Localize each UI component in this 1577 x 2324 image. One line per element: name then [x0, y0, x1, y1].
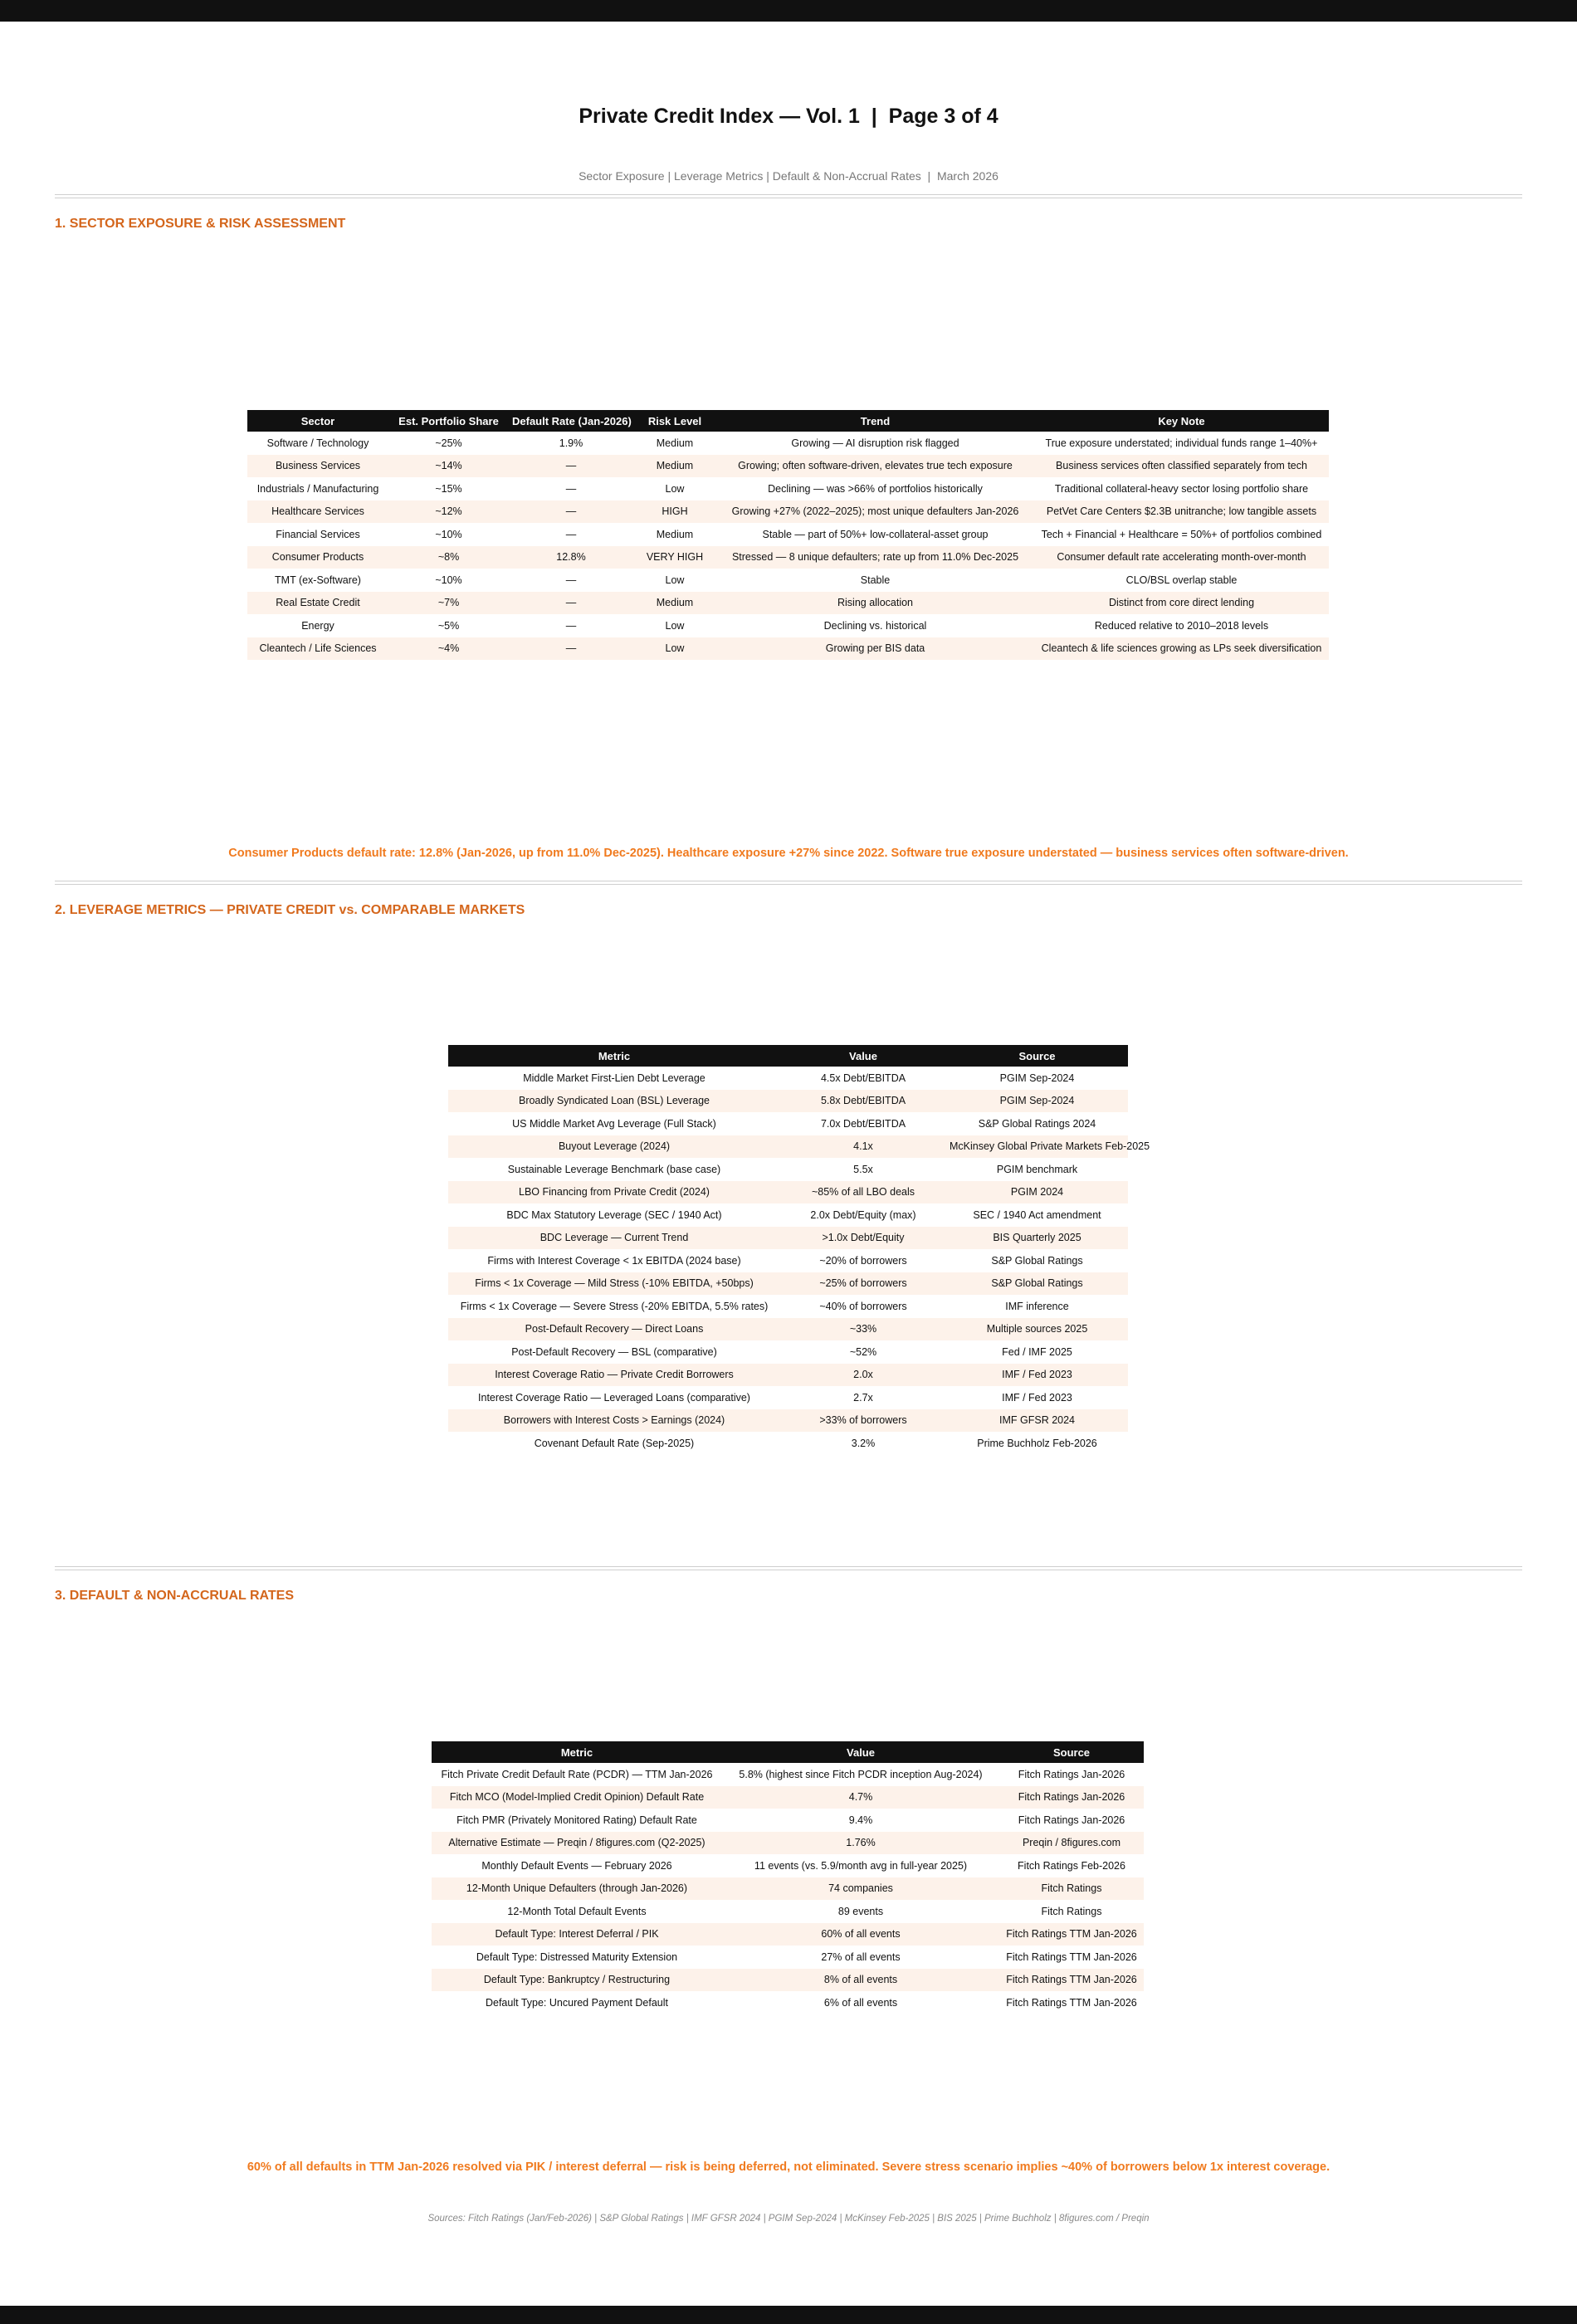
table-cell: Growing per BIS data: [716, 637, 1034, 661]
table-row: [448, 1204, 1128, 1227]
table-row: [448, 1135, 1128, 1159]
page-subtitle: Sector Exposure | Leverage Metrics | Default & Non-Accrual Rates | March 2026: [579, 169, 998, 183]
table-cell: Stable — part of 50%+ low-collateral-asset group: [762, 528, 989, 540]
table-cell: Interest Coverage Ratio — Leveraged Loans (comparative): [478, 1391, 750, 1404]
table-cell: BIS Quarterly 2025: [946, 1227, 1128, 1250]
table-cell: ~5%: [437, 619, 460, 632]
table-cell: ~40% of borrowers: [819, 1300, 907, 1312]
table-cell: Fitch Ratings TTM Jan-2026: [1006, 1950, 1137, 1963]
table-cell: SEC / 1940 Act amendment: [973, 1208, 1101, 1221]
sector-exposure-table: [247, 410, 1329, 660]
table-cell: PGIM 2024: [946, 1181, 1128, 1204]
default-rates-table: [432, 1741, 1144, 2014]
table-cell: Business services often classified separately from tech: [1034, 455, 1329, 478]
column-header: Value: [780, 1045, 946, 1067]
table-cell: 60% of all events: [722, 1923, 999, 1946]
table-cell: ~10%: [435, 574, 462, 586]
table-cell: Fitch Private Credit Default Rate (PCDR) — TTM Jan-2026: [441, 1768, 713, 1780]
table-cell: 5.8x Debt/EBITDA: [780, 1090, 946, 1113]
table-cell: Default Type: Uncured Payment Default: [485, 1996, 669, 2009]
table-cell: VERY HIGH: [633, 546, 716, 569]
table-row: [247, 432, 1329, 455]
table-cell: Firms < 1x Coverage — Severe Stress (-20% EBITDA, 5.5% rates): [460, 1300, 769, 1312]
column-header: Value: [722, 1741, 999, 1763]
table-row: [448, 1090, 1128, 1113]
table-row: [448, 1227, 1128, 1250]
table-cell: Low: [633, 637, 716, 661]
table-cell: LBO Financing from Private Credit (2024): [448, 1181, 780, 1204]
table-cell: Medium: [656, 528, 694, 540]
column-header: Source: [999, 1741, 1144, 1763]
table-cell: McKinsey Global Private Markets Feb-2025: [946, 1135, 1128, 1159]
table-cell: BDC Leverage — Current Trend: [448, 1227, 780, 1250]
table-cell: 6% of all events: [823, 1996, 898, 2009]
table-cell: 11 events (vs. 5.9/month avg in full-year 2025): [754, 1859, 968, 1872]
column-header: Source: [946, 1045, 1128, 1067]
table-cell: —: [509, 592, 633, 615]
table-cell: PGIM benchmark: [996, 1163, 1078, 1175]
table-cell: Fed / IMF 2025: [1002, 1345, 1072, 1358]
table-row: [432, 1923, 1144, 1946]
table-cell: Growing +27% (2022–2025); most unique defaulters Jan-2026: [716, 500, 1034, 524]
table-cell: —: [509, 637, 633, 661]
table-cell: ~33%: [780, 1318, 946, 1341]
table-cell: Fitch Ratings Jan-2026: [1018, 1814, 1125, 1826]
table-cell: Preqin / 8figures.com: [999, 1832, 1144, 1855]
column-header: Risk Level: [633, 410, 716, 432]
table-cell: Traditional collateral-heavy sector losing portfolio share: [1054, 482, 1309, 495]
table-cell: 4.7%: [722, 1786, 999, 1809]
table-cell: Post-Default Recovery — Direct Loans: [448, 1318, 780, 1341]
table-cell: Medium: [633, 592, 716, 615]
table-row: [448, 1067, 1128, 1090]
table-cell: Tech + Financial + Healthcare = 50%+ of portfolios combined: [1041, 528, 1322, 540]
table-cell: ~52%: [849, 1345, 877, 1358]
table-cell: —: [509, 455, 633, 478]
table-cell: Business Services: [247, 455, 388, 478]
table-cell: Declining vs. historical: [823, 619, 927, 632]
table-row: [448, 1158, 1128, 1181]
table-cell: Fitch Ratings: [999, 1877, 1144, 1901]
divider: [55, 194, 1522, 198]
table-cell: Medium: [656, 437, 694, 449]
table-cell: ~85% of all LBO deals: [780, 1181, 946, 1204]
table-header-row: [247, 410, 1329, 432]
table-row: [432, 1854, 1144, 1877]
table-cell: Multiple sources 2025: [946, 1318, 1128, 1341]
table-cell: 7.0x Debt/EBITDA: [820, 1117, 906, 1130]
table-cell: BDC Max Statutory Leverage (SEC / 1940 Act): [506, 1208, 722, 1221]
table-row: [432, 1969, 1144, 1992]
table-row: [448, 1272, 1128, 1296]
column-header: Default Rate (Jan-2026): [509, 410, 633, 432]
table-cell: ~20% of borrowers: [819, 1254, 907, 1267]
table-cell: Consumer default rate accelerating month-over-month: [1034, 546, 1329, 569]
table-cell: ~4%: [388, 637, 509, 661]
table-cell: 2.0x: [780, 1364, 946, 1387]
table-cell: Rising allocation: [716, 592, 1034, 615]
table-cell: Software / Technology: [266, 437, 369, 449]
table-cell: Default Type: Interest Deferral / PIK: [432, 1923, 722, 1946]
table-row: [448, 1386, 1128, 1409]
table-cell: Middle Market First-Lien Debt Leverage: [523, 1072, 706, 1084]
table-cell: Growing — AI disruption risk flagged: [791, 437, 959, 449]
page-title: Private Credit Index — Vol. 1 | Page 3 of 4: [579, 105, 998, 128]
table-cell: True exposure understated; individual funds range 1–40%+: [1045, 437, 1318, 449]
table-cell: TMT (ex-Software): [275, 574, 361, 586]
table-row: [432, 1832, 1144, 1855]
table-row: [432, 1946, 1144, 1969]
table-row: [448, 1112, 1128, 1135]
table-cell: Declining — was >66% of portfolios historically: [768, 482, 983, 495]
table-cell: ~25%: [435, 437, 462, 449]
table-cell: Industrials / Manufacturing: [256, 482, 379, 495]
table-cell: Low: [665, 619, 685, 632]
table-cell: Healthcare Services: [247, 500, 388, 524]
table-cell: Medium: [633, 455, 716, 478]
table-cell: Fitch PMR (Privately Monitored Rating) Default Rate: [456, 1814, 697, 1826]
sources-footnote: Sources: Fitch Ratings (Jan/Feb-2026) | S&P Global Ratings | IMF GFSR 2024 | PGIM Sep-2024 | McKinsey Feb-2025 | BIS 2025 | Prime Buchholz | 8figures.com / Preqin: [427, 2214, 1150, 2224]
table-cell: —: [509, 500, 633, 524]
table-cell: Growing; often software-driven, elevates true tech exposure: [716, 455, 1034, 478]
table-cell: —: [565, 528, 577, 540]
table-row: [432, 1809, 1144, 1832]
table-cell: Fitch Ratings Jan-2026: [999, 1786, 1144, 1809]
table-cell: IMF inference: [1005, 1300, 1069, 1312]
table-cell: CLO/BSL overlap stable: [1125, 574, 1238, 586]
divider: [55, 881, 1522, 885]
table-cell: Low: [665, 482, 685, 495]
table-cell: —: [565, 482, 577, 495]
table-cell: 12-Month Total Default Events: [507, 1905, 647, 1917]
table-row: [247, 523, 1329, 546]
table-row: [432, 1991, 1144, 2014]
table-cell: 5.8% (highest since Fitch PCDR inception Aug-2024): [739, 1768, 983, 1780]
table-cell: 4.5x Debt/EBITDA: [820, 1072, 906, 1084]
table-cell: Real Estate Credit: [247, 592, 388, 615]
table-row: [247, 592, 1329, 615]
table-cell: 74 companies: [722, 1877, 999, 1901]
table-cell: ~25% of borrowers: [780, 1272, 946, 1296]
table-row: [432, 1877, 1144, 1901]
table-cell: Stable: [860, 574, 891, 586]
table-cell: US Middle Market Avg Leverage (Full Stack): [512, 1117, 716, 1130]
table-cell: 9.4%: [848, 1814, 873, 1826]
table-row: [448, 1318, 1128, 1341]
table-cell: >1.0x Debt/Equity: [780, 1227, 946, 1250]
table-row: [432, 1900, 1144, 1923]
bottom-bar: [0, 2306, 1577, 2324]
table-row: [247, 614, 1329, 637]
table-cell: 12-Month Unique Defaulters (through Jan-2026): [432, 1877, 722, 1901]
leverage-metrics-table: [448, 1045, 1150, 1455]
callout-sector: Consumer Products default rate: 12.8% (Jan-2026, up from 11.0% Dec-2025). Healthcare exposure +27% since 2022. Software true exposure understated — business services often software-driven.: [228, 847, 1349, 860]
table-cell: Financial Services: [276, 528, 360, 540]
table-cell: Stressed — 8 unique defaulters; rate up from 11.0% Dec-2025: [716, 546, 1034, 569]
table-cell: —: [565, 619, 577, 632]
table-cell: IMF / Fed 2023: [946, 1364, 1128, 1387]
table-cell: S&P Global Ratings 2024: [978, 1117, 1096, 1130]
table-row: [247, 455, 1329, 478]
section-title-sector-exposure: 1. SECTOR EXPOSURE & RISK ASSESSMENT: [55, 217, 346, 231]
table-cell: PGIM Sep-2024: [999, 1072, 1075, 1084]
table-cell: Low: [665, 574, 685, 586]
table-row: [448, 1364, 1128, 1387]
top-bar: [0, 0, 1577, 22]
table-cell: Interest Coverage Ratio — Private Credit Borrowers: [448, 1364, 780, 1387]
table-cell: 8% of all events: [722, 1969, 999, 1992]
table-row: [247, 637, 1329, 661]
table-cell: IMF GFSR 2024: [946, 1409, 1128, 1433]
table-cell: 1.76%: [722, 1832, 999, 1855]
table-row: [247, 569, 1329, 592]
table-cell: Firms with Interest Coverage < 1x EBITDA (2024 base): [487, 1254, 741, 1267]
table-cell: Fitch Ratings TTM Jan-2026: [999, 1923, 1144, 1946]
table-row: [448, 1295, 1128, 1318]
table-cell: Fitch Ratings Feb-2026: [1018, 1859, 1125, 1872]
table-cell: ~12%: [388, 500, 509, 524]
table-header-row: [448, 1045, 1128, 1067]
table-cell: Alternative Estimate — Preqin / 8figures.com (Q2-2025): [432, 1832, 722, 1855]
table-cell: Borrowers with Interest Costs > Earnings (2024): [448, 1409, 780, 1433]
table-row: [432, 1786, 1144, 1809]
column-header: Metric: [432, 1741, 722, 1763]
table-cell: Monthly Default Events — February 2026: [481, 1859, 672, 1872]
table-cell: ~10%: [435, 528, 462, 540]
column-header: Est. Portfolio Share: [388, 410, 509, 432]
column-header: Trend: [716, 410, 1034, 432]
table-cell: >33% of borrowers: [780, 1409, 946, 1433]
table-cell: 1.9%: [559, 437, 583, 449]
table-row: [247, 546, 1329, 569]
table-cell: PetVet Care Centers $2.3B unitranche; low tangible assets: [1034, 500, 1329, 524]
table-cell: Distinct from core direct lending: [1034, 592, 1329, 615]
column-header: Sector: [247, 410, 388, 432]
table-cell: Cleantech & life sciences growing as LPs seek diversification: [1034, 637, 1329, 661]
table-cell: —: [565, 574, 577, 586]
table-row: [432, 1763, 1144, 1786]
table-cell: 27% of all events: [821, 1950, 901, 1963]
table-cell: PGIM Sep-2024: [946, 1090, 1128, 1113]
table-cell: Firms < 1x Coverage — Mild Stress (-10% EBITDA, +50bps): [448, 1272, 780, 1296]
table-cell: S&P Global Ratings: [991, 1254, 1083, 1267]
table-cell: Consumer Products: [247, 546, 388, 569]
table-cell: Fitch MCO (Model-Implied Credit Opinion) Default Rate: [432, 1786, 722, 1809]
table-cell: Fitch Ratings: [1041, 1905, 1102, 1917]
table-cell: Prime Buchholz Feb-2026: [977, 1437, 1097, 1449]
table-cell: 5.5x: [853, 1163, 873, 1175]
table-cell: Fitch Ratings TTM Jan-2026: [999, 1969, 1144, 1992]
table-header-row: [432, 1741, 1144, 1763]
table-cell: Fitch Ratings Jan-2026: [1018, 1768, 1125, 1780]
table-cell: 2.7x: [853, 1391, 873, 1404]
table-cell: 12.8%: [509, 546, 633, 569]
table-row: [448, 1340, 1128, 1364]
table-cell: IMF / Fed 2023: [1002, 1391, 1072, 1404]
table-cell: S&P Global Ratings: [946, 1272, 1128, 1296]
table-cell: Covenant Default Rate (Sep-2025): [534, 1437, 695, 1449]
table-cell: Fitch Ratings TTM Jan-2026: [1006, 1996, 1137, 2009]
table-cell: Cleantech / Life Sciences: [247, 637, 388, 661]
section-title-default-rates: 3. DEFAULT & NON-ACCRUAL RATES: [55, 1589, 294, 1603]
table-row: [448, 1409, 1128, 1433]
table-cell: ~15%: [435, 482, 462, 495]
table-row: [247, 500, 1329, 524]
table-cell: 3.2%: [851, 1437, 876, 1449]
table-cell: Post-Default Recovery — BSL (comparative): [511, 1345, 717, 1358]
table-cell: HIGH: [633, 500, 716, 524]
table-row: [448, 1249, 1128, 1272]
table-cell: ~7%: [388, 592, 509, 615]
table-cell: Default Type: Distressed Maturity Extension: [476, 1950, 678, 1963]
table-cell: Default Type: Bankruptcy / Restructuring: [432, 1969, 722, 1992]
table-cell: ~8%: [388, 546, 509, 569]
table-cell: 89 events: [837, 1905, 884, 1917]
table-cell: Sustainable Leverage Benchmark (base case): [507, 1163, 721, 1175]
column-header: Key Note: [1034, 410, 1329, 432]
section-title-leverage-metrics: 2. LEVERAGE METRICS — PRIVATE CREDIT vs. COMPARABLE MARKETS: [55, 903, 525, 917]
table-cell: Energy: [301, 619, 334, 632]
table-cell: 2.0x Debt/Equity (max): [810, 1208, 916, 1221]
table-row: [448, 1432, 1128, 1455]
divider: [55, 1566, 1522, 1570]
table-cell: 4.1x: [780, 1135, 946, 1159]
column-header: Metric: [448, 1045, 780, 1067]
table-cell: Reduced relative to 2010–2018 levels: [1094, 619, 1269, 632]
table-cell: Buyout Leverage (2024): [448, 1135, 780, 1159]
table-cell: Broadly Syndicated Loan (BSL) Leverage: [448, 1090, 780, 1113]
callout-defaults: 60% of all defaults in TTM Jan-2026 resolved via PIK / interest deferral — risk is being deferred, not eliminated. Severe stress scenario implies ~40% of borrowers below 1x interest coverage.: [247, 2160, 1330, 2174]
table-cell: ~14%: [388, 455, 509, 478]
table-row: [247, 477, 1329, 500]
table-row: [448, 1181, 1128, 1204]
